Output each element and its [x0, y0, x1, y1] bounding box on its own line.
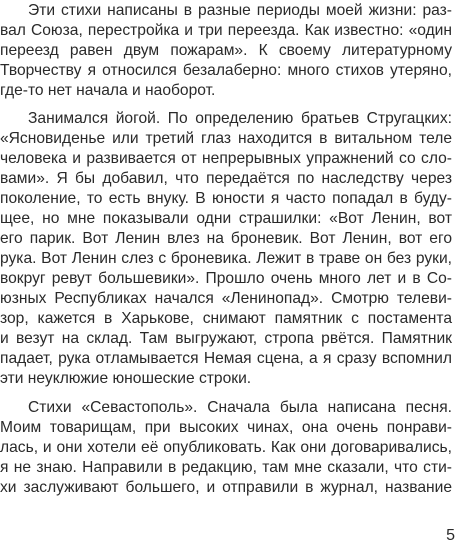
text-line: зор, кажется в Харькове, снимают памятник с постамента [0, 310, 452, 327]
text-line: Стихи «Севастополь». Сначала была написана песня. [28, 399, 452, 416]
text-line: поколение, то есть внуку. В юности я часто попадал в буду- [0, 190, 452, 207]
text-line: я не знаю. Направили в редакцию, там мне сказали, что сти- [0, 459, 452, 476]
text-line: Творчеству я относился безалаберно: много стихов утеряно, [0, 62, 452, 79]
text-line: где-то нет начала и наоборот. [0, 82, 216, 99]
text-line: Моим товарищам, при высоких чинах, она очень понрави- [0, 419, 452, 436]
text-line: человека и развивается от непрерывных упражнений со сло- [0, 150, 452, 167]
text-line: эти неуклюжие юношеские строки. [0, 370, 252, 387]
text-line: лась, и они хотели её опубликовать. Как они договаривались, [0, 439, 452, 456]
text-line: юзных Республиках начался «Ленинопад». Смотрю телеви- [0, 290, 452, 307]
text-line: вал Союза, перестройка и три переезда. Как известно: «один [0, 22, 452, 39]
text-line: вокруг ревут большевики». Прошло очень много лет и в Со- [0, 270, 452, 287]
text-line: переезд равен двум пожарам». К своему литературному [0, 42, 452, 59]
page-number: 5 [446, 527, 455, 544]
text-line: и везут на склад. Там выгружают, стропа рвётся. Памятник [0, 330, 452, 347]
text-line: «Ясновиденье или третий глаз находится в витальном теле [0, 130, 452, 147]
text-line: Занимался йогой. По определению братьев Стругацких: [28, 110, 452, 127]
text-line: его парик. Вот Ленин влез на броневик. Вот Ленин, вот его [0, 230, 452, 247]
text-line: падает, рука отламывается Немая сцена, а я сразу вспомнил [0, 350, 452, 367]
text-line: Эти стихи написаны в разные периоды моей жизни: раз- [28, 2, 452, 19]
text-line: щее, но мне показывали одни страшилки: «Вот Ленин, вот [0, 210, 452, 227]
text-line: вами». Я бы добавил, что передаётся по наследству через [0, 170, 452, 187]
text-line: хи заслуживают большего, и отправили в журнал, название [0, 479, 452, 496]
text-line: рука. Вот Ленин слез с броневика. Лежит в траве он без руки, [0, 250, 452, 267]
